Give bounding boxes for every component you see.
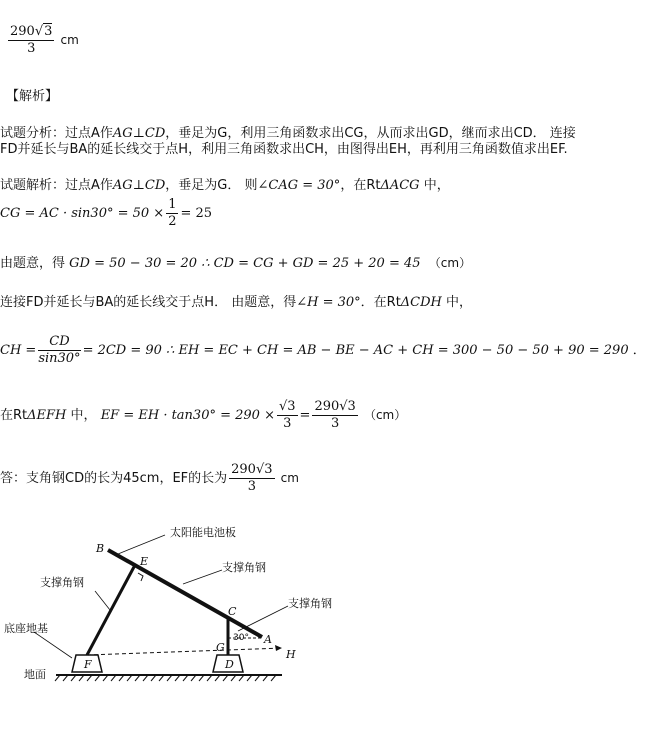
label-support-top: 支撑角钢 — [222, 561, 266, 574]
header-answer-den: 3 — [27, 41, 36, 56]
leader-support-right — [238, 606, 288, 631]
point-b: B — [96, 542, 105, 555]
leader-solar-panel — [118, 535, 165, 554]
solution-line-3: 由题意，得 GD = 50 − 30 = 20 ∴ CD = CG + GD = 25 + 20 = 45 （cm） — [0, 256, 472, 271]
analysis-line-2: FD并延长与BA的延长线交于点H，利用三角函数求出CH，由图得出EH，再利用三角函数值求出EF. — [0, 142, 568, 157]
header-answer-sqrt: 3 — [44, 24, 53, 39]
label-ground: 地面 — [24, 668, 46, 681]
label-angle: 30° — [233, 633, 249, 643]
support-ef — [87, 565, 135, 655]
point-e: E — [140, 555, 149, 568]
point-d: D — [225, 658, 234, 671]
label-support-left: 支撑角钢 — [40, 576, 84, 589]
solution-line-1: 试题解析：过点A作AG⊥CD，垂足为G． 则∠CAG = 30°，在RtΔACG 中， — [0, 178, 450, 193]
point-h: H — [286, 648, 296, 661]
point-c: C — [228, 605, 237, 618]
leader-base — [34, 632, 72, 658]
analysis-heading: 【解析】 — [6, 89, 59, 104]
point-f: F — [84, 658, 92, 671]
header-answer-fraction: $\frac{290√3}{3}$ — [10, 24, 53, 56]
leader-support-top — [183, 570, 222, 584]
solar-panel-diagram — [0, 518, 330, 688]
label-solar-panel: 太阳能电池板 — [170, 526, 236, 539]
solution-line-5: CH = $\frac{CD}{\sin 30^\circ}$ = 2CD = 90 ∴ EH = EC + CH = AB − BE − AC + CH = 300 − 50 − 50 + 90 = 290 ． — [0, 334, 646, 366]
right-angle-e — [138, 573, 143, 581]
solar-panel-highlight — [108, 546, 262, 633]
point-g: G — [216, 641, 225, 654]
leader-support-left — [95, 591, 110, 610]
header-answer-num: 290 — [10, 24, 35, 39]
final-answer: 答：支角钢CD的长为45cm，EF的长为 $\frac{290√3}{3}$ cm — [0, 462, 299, 494]
solution-line-6: 在RtΔEFH 中， EF = EH · tan30° = 290 × $\frac{√3}{3}$ = $\frac{290√3}{3}$ （cm） — [0, 399, 407, 431]
solution-line-2: CG = AC · sin30° = 50 × $\frac{1}{2}$ = 25 — [0, 197, 213, 229]
header-answer-unit: cm — [60, 33, 79, 47]
point-a: A — [264, 633, 272, 646]
header-answer — [6, 24, 79, 57]
solution-line-4: 连接FD并延长与BA的延长线交于点H． 由题意，得∠H = 30°．在RtΔCDH 中， — [0, 295, 473, 310]
label-support-right: 支撑角钢 — [288, 597, 332, 610]
analysis-line-1: 试题分析：过点A作AG⊥CD，垂足为G，利用三角函数求出CG，从而求出GD，继而求出CD． 连接 — [0, 126, 576, 141]
dashed-fh — [87, 648, 282, 655]
arrow-h — [275, 645, 282, 651]
label-base: 底座地基 — [4, 622, 48, 635]
